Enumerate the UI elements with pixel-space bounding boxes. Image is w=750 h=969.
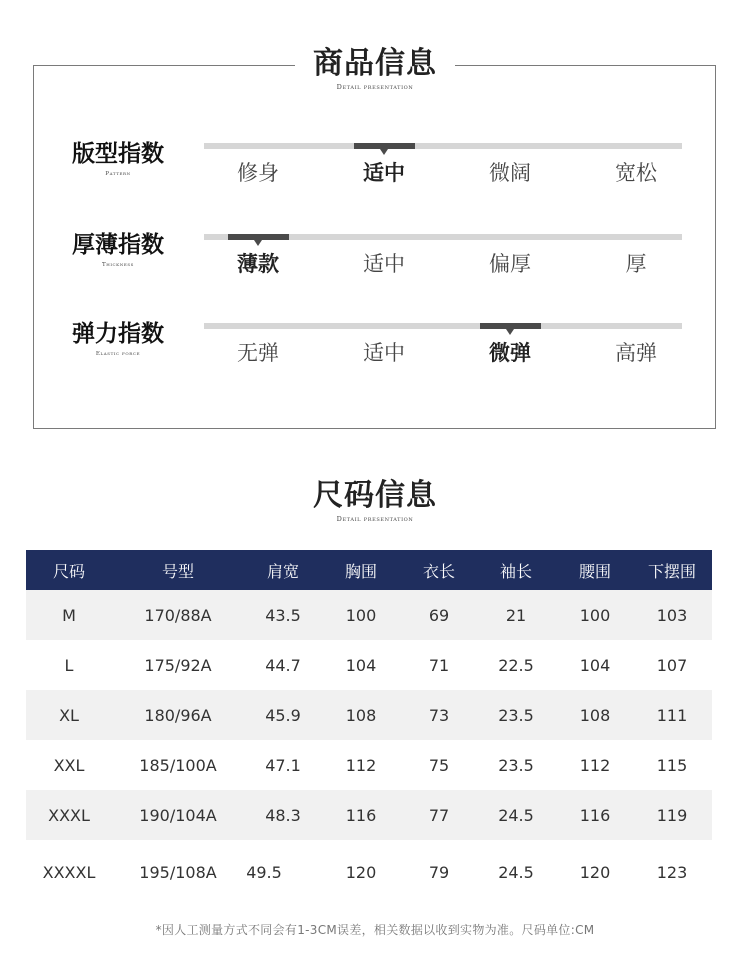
index-option: 薄款 xyxy=(237,252,279,276)
product-info-subtitle: Detail presentation xyxy=(336,83,414,91)
table-cell: 24.5 xyxy=(498,805,534,825)
index-option: 修身 xyxy=(237,161,279,185)
table-cell: 120 xyxy=(345,862,377,882)
table-header-cell: 衣长 xyxy=(422,561,456,581)
table-cell: 44.7 xyxy=(265,655,301,675)
index-label-en: Elastic force xyxy=(95,351,141,357)
index-label xyxy=(66,320,170,358)
table-header-row xyxy=(26,550,712,590)
table-cell: 170/88A xyxy=(144,605,212,625)
table-cell: 119 xyxy=(656,805,688,825)
table-header-cell: 胸围 xyxy=(344,561,378,581)
table-row xyxy=(26,740,712,790)
index-option: 适中 xyxy=(363,252,405,276)
table-cell: 100 xyxy=(345,605,377,625)
table-cell: 104 xyxy=(579,655,611,675)
table-cell: 175/92A xyxy=(144,655,212,675)
table-cell: M xyxy=(62,605,76,625)
size-table xyxy=(26,550,712,904)
index-marker xyxy=(228,234,289,240)
table-header-cell: 尺码 xyxy=(52,561,86,581)
index-label-en: Pattern xyxy=(105,171,131,177)
table-row xyxy=(26,690,712,740)
index-option: 适中 xyxy=(363,341,405,365)
index-marker xyxy=(354,143,415,149)
table-row xyxy=(26,590,712,640)
index-label-en: Thickness xyxy=(101,262,135,268)
table-cell: 47.1 xyxy=(265,755,301,775)
table-cell: 190/104A xyxy=(139,805,217,825)
table-cell: 23.5 xyxy=(498,755,534,775)
size-info-title: 尺码信息 xyxy=(313,478,437,513)
index-option: 厚 xyxy=(625,252,647,276)
table-row xyxy=(26,840,712,904)
table-cell: 116 xyxy=(345,805,377,825)
index-label-zh: 弹力指数 xyxy=(72,321,164,347)
table-cell: 195/108A xyxy=(139,862,217,882)
table-cell: 43.5 xyxy=(265,605,301,625)
table-cell: 112 xyxy=(345,755,377,775)
table-cell: 112 xyxy=(579,755,611,775)
index-option: 无弹 xyxy=(237,341,279,365)
index-label-zh: 版型指数 xyxy=(72,141,164,167)
table-header-cell: 肩宽 xyxy=(266,561,300,581)
index-option: 高弹 xyxy=(615,341,657,365)
table-cell: 79 xyxy=(428,862,450,882)
table-header-cell: 腰围 xyxy=(578,561,612,581)
table-cell: 185/100A xyxy=(139,755,217,775)
product-info-title: 商品信息 xyxy=(313,46,437,81)
index-option: 宽松 xyxy=(615,161,657,185)
table-cell: 103 xyxy=(656,605,688,625)
footnote: *因人工测量方式不同会有1-3CM误差，相关数据以收到实物为准。尺码单位:CM xyxy=(155,923,595,937)
table-cell: L xyxy=(64,655,74,675)
product-info-header xyxy=(0,46,750,93)
size-info-subtitle: Detail presentation xyxy=(336,515,414,523)
table-cell: XXL xyxy=(53,755,85,775)
table-cell: XXXL xyxy=(48,805,90,825)
index-label xyxy=(66,140,170,178)
table-cell: 23.5 xyxy=(498,705,534,725)
index-label xyxy=(66,231,170,269)
table-cell: 24.5 xyxy=(498,862,534,882)
table-cell: XL xyxy=(59,705,79,725)
table-cell: 71 xyxy=(428,655,450,675)
table-cell: 100 xyxy=(579,605,611,625)
index-track xyxy=(204,143,682,149)
table-cell: 73 xyxy=(428,705,450,725)
table-cell: 115 xyxy=(656,755,688,775)
table-row xyxy=(26,790,712,840)
index-option: 偏厚 xyxy=(489,252,531,276)
table-row xyxy=(26,640,712,690)
index-marker xyxy=(480,323,541,329)
size-info-header xyxy=(0,478,750,525)
index-track xyxy=(204,323,682,329)
table-cell: 49.5 xyxy=(246,862,282,882)
table-header-cell: 下摆围 xyxy=(647,561,697,581)
table-header-cell: 袖长 xyxy=(499,561,533,581)
table-cell: 111 xyxy=(656,705,688,725)
table-cell: 120 xyxy=(579,862,611,882)
index-label-zh: 厚薄指数 xyxy=(72,232,164,258)
table-cell: 123 xyxy=(656,862,688,882)
table-cell: 48.3 xyxy=(265,805,301,825)
index-option: 适中 xyxy=(363,161,405,185)
index-option: 微阔 xyxy=(489,161,531,185)
table-cell: 180/96A xyxy=(144,705,212,725)
index-option: 微弹 xyxy=(489,341,531,365)
table-cell: 108 xyxy=(579,705,611,725)
table-header-cell: 号型 xyxy=(161,561,195,581)
table-cell: 107 xyxy=(656,655,688,675)
table-cell: 75 xyxy=(428,755,450,775)
table-cell: 45.9 xyxy=(265,705,301,725)
table-cell: 108 xyxy=(345,705,377,725)
table-cell: 77 xyxy=(428,805,450,825)
table-cell: 21 xyxy=(505,605,527,625)
table-cell: 104 xyxy=(345,655,377,675)
table-cell: 69 xyxy=(428,605,450,625)
table-cell: 116 xyxy=(579,805,611,825)
table-cell: 22.5 xyxy=(498,655,534,675)
table-cell: XXXXL xyxy=(42,862,96,882)
